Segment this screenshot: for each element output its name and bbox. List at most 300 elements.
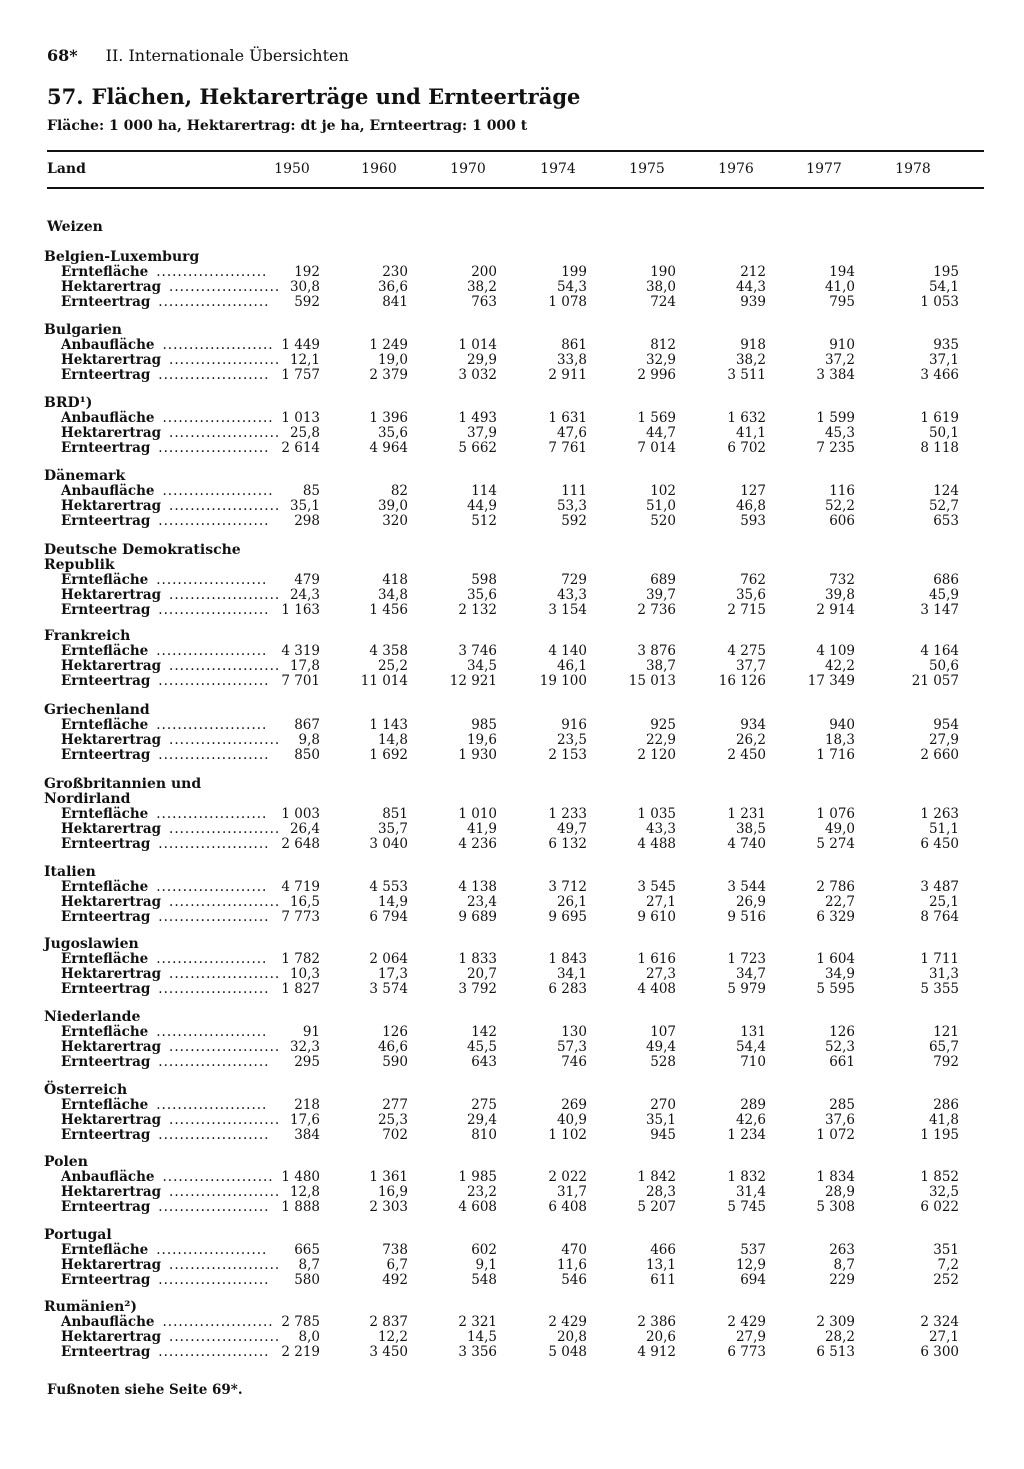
country-name (44, 250, 199, 265)
table-cell: 270 (650, 1097, 676, 1113)
table-cell: 142 (471, 1024, 497, 1040)
leader-dots: ..................... (169, 352, 281, 368)
leader-dots: ..................... (158, 367, 270, 383)
row-label (61, 981, 270, 997)
table-cell: 792 (933, 1054, 959, 1070)
table-row (0, 1170, 1024, 1185)
country-name-line: Bulgarien (44, 322, 122, 338)
table-cell: 2 132 (458, 602, 497, 618)
table-cell: 935 (933, 337, 959, 353)
table-cell: 702 (382, 1127, 408, 1143)
country-name (44, 777, 201, 807)
table-cell: 6 329 (816, 909, 855, 925)
country-name-line: Portugal (44, 1227, 112, 1243)
table-row (0, 1258, 1024, 1273)
row-label (61, 1039, 281, 1055)
table-cell: 3 450 (369, 1344, 408, 1360)
table-cell: 41,0 (824, 279, 855, 295)
leader-dots: ..................... (156, 951, 268, 967)
row-label-text: Ernteertrag (61, 440, 151, 456)
table-cell: 85 (302, 483, 320, 499)
table-cell: 200 (471, 264, 497, 280)
table-cell: 1 013 (281, 410, 320, 426)
leader-dots: ..................... (158, 1199, 270, 1215)
table-cell: 14,9 (377, 894, 408, 910)
table-cell: 3 511 (727, 367, 766, 383)
table-cell: 27,3 (645, 966, 676, 982)
table-cell: 28,9 (824, 1184, 855, 1200)
table-cell: 1 833 (458, 951, 497, 967)
table-cell: 592 (294, 294, 320, 310)
table-cell: 229 (829, 1272, 855, 1288)
table-cell: 7 773 (281, 909, 320, 925)
leader-dots: ..................... (158, 981, 270, 997)
row-label (61, 1127, 270, 1143)
row-label (61, 279, 281, 295)
table-cell: 35,6 (466, 587, 497, 603)
table-cell: 710 (740, 1054, 766, 1070)
table-cell: 36,6 (377, 279, 408, 295)
table-cell: 9 689 (458, 909, 497, 925)
table-cell: 29,4 (466, 1112, 497, 1128)
row-label (61, 410, 274, 426)
table-cell: 6 702 (727, 440, 766, 456)
row-label-text: Hektarertrag (61, 1184, 162, 1200)
table-cell: 537 (740, 1242, 766, 1258)
table-cell: 27,1 (928, 1329, 959, 1345)
country-name-line: Jugoslawien (44, 936, 139, 952)
table-cell: 6,7 (386, 1257, 408, 1273)
table-cell: 2 786 (816, 879, 855, 895)
table-cell: 4 912 (637, 1344, 676, 1360)
table-cell: 418 (382, 572, 408, 588)
table-row (0, 1273, 1024, 1288)
table-cell: 3 746 (458, 643, 497, 659)
row-label-text: Hektarertrag (61, 352, 162, 368)
table-row (0, 880, 1024, 895)
table-row (0, 1345, 1024, 1360)
table-title (47, 84, 580, 109)
table-row (0, 822, 1024, 837)
table-cell: 22,7 (824, 894, 855, 910)
table-cell: 54,3 (556, 279, 587, 295)
table-cell: 4 964 (369, 440, 408, 456)
row-label (61, 894, 281, 910)
table-cell: 19,6 (466, 732, 497, 748)
table-cell: 3 574 (369, 981, 408, 997)
table-cell: 1 832 (727, 1169, 766, 1185)
table-cell: 52,7 (928, 498, 959, 514)
table-cell: 492 (382, 1272, 408, 1288)
table-cell: 24,3 (289, 587, 320, 603)
row-label-text: Hektarertrag (61, 587, 162, 603)
table-cell: 131 (740, 1024, 766, 1040)
table-cell: 5 745 (727, 1199, 766, 1215)
table-cell: 466 (650, 1242, 676, 1258)
row-label (61, 732, 281, 748)
table-cell: 732 (829, 572, 855, 588)
leader-dots: ..................... (158, 1054, 270, 1070)
table-cell: 2 120 (637, 747, 676, 763)
table-cell: 4 138 (458, 879, 497, 895)
country-name-line: Niederlande (44, 1009, 141, 1025)
leader-dots: ..................... (169, 498, 281, 514)
table-cell: 2 996 (637, 367, 676, 383)
table-row (0, 895, 1024, 910)
table-cell: 82 (390, 483, 408, 499)
table-cell: 4 408 (637, 981, 676, 997)
table-cell: 32,3 (289, 1039, 320, 1055)
table-cell: 320 (382, 513, 408, 529)
table-cell: 1 852 (920, 1169, 959, 1185)
table-cell: 33,8 (556, 352, 587, 368)
table-row (0, 265, 1024, 280)
table-cell: 592 (561, 513, 587, 529)
leader-dots: ..................... (169, 658, 281, 674)
country-name-line: Frankreich (44, 628, 131, 644)
row-label (61, 717, 268, 733)
table-cell: 5 274 (816, 836, 855, 852)
table-cell: 2 736 (637, 602, 676, 618)
table-cell: 2 429 (548, 1314, 587, 1330)
table-cell: 1 456 (369, 602, 408, 618)
leader-dots: ..................... (169, 425, 281, 441)
table-cell: 3 032 (458, 367, 497, 383)
table-row (0, 588, 1024, 603)
table-cell: 51,0 (645, 498, 676, 514)
table-cell: 5 355 (920, 981, 959, 997)
table-cell: 7,2 (937, 1257, 959, 1273)
table-cell: 1 599 (816, 410, 855, 426)
table-row (0, 573, 1024, 588)
table-cell: 22,9 (645, 732, 676, 748)
table-cell: 11,6 (556, 1257, 587, 1273)
table-cell: 49,0 (824, 821, 855, 837)
table-cell: 2 219 (281, 1344, 320, 1360)
table-cell: 37,6 (824, 1112, 855, 1128)
table-row (0, 910, 1024, 925)
table-cell: 2 715 (727, 602, 766, 618)
row-label-text: Erntefläche (61, 951, 149, 967)
row-label (61, 1184, 281, 1200)
leader-dots: ..................... (158, 1272, 270, 1288)
leader-dots: ..................... (158, 836, 270, 852)
row-label (61, 747, 270, 763)
table-cell: 46,6 (377, 1039, 408, 1055)
table-cell: 910 (829, 337, 855, 353)
table-cell: 1 035 (637, 806, 676, 822)
table-cell: 4 236 (458, 836, 497, 852)
row-label-text: Ernteertrag (61, 1127, 151, 1143)
column-header-year: 1970 (450, 161, 486, 177)
country-name-line: Griechenland (44, 702, 150, 718)
row-label-text: Erntefläche (61, 643, 149, 659)
table-cell: 686 (933, 572, 959, 588)
table-cell: 1 604 (816, 951, 855, 967)
table-row (0, 411, 1024, 426)
table-cell: 5 048 (548, 1344, 587, 1360)
table-cell: 2 309 (816, 1314, 855, 1330)
table-cell: 91 (302, 1024, 320, 1040)
table-cell: 1 396 (369, 410, 408, 426)
table-cell: 44,3 (735, 279, 766, 295)
row-label (61, 1272, 270, 1288)
table-cell: 42,2 (824, 658, 855, 674)
table-cell: 34,8 (377, 587, 408, 603)
table-cell: 57,3 (556, 1039, 587, 1055)
row-label-text: Hektarertrag (61, 821, 162, 837)
table-cell: 20,7 (466, 966, 497, 982)
table-cell: 384 (294, 1127, 320, 1143)
table-cell: 1 233 (548, 806, 587, 822)
table-cell: 126 (382, 1024, 408, 1040)
table-row (0, 659, 1024, 674)
table-cell: 954 (933, 717, 959, 733)
table-row (0, 368, 1024, 383)
country-name (44, 1155, 88, 1170)
table-cell: 49,7 (556, 821, 587, 837)
table-cell: 34,9 (824, 966, 855, 982)
row-label (61, 1329, 281, 1345)
table-row (0, 1200, 1024, 1215)
table-cell: 841 (382, 294, 408, 310)
table-cell: 20,6 (645, 1329, 676, 1345)
table-cell: 29,9 (466, 352, 497, 368)
table-row (0, 514, 1024, 529)
table-cell: 6 794 (369, 909, 408, 925)
table-cell: 230 (382, 264, 408, 280)
row-label (61, 673, 270, 689)
table-cell: 598 (471, 572, 497, 588)
row-label (61, 1024, 268, 1040)
table-cell: 6 283 (548, 981, 587, 997)
table-row (0, 718, 1024, 733)
row-label-text: Ernteertrag (61, 1344, 151, 1360)
table-row (0, 441, 1024, 456)
table-cell: 65,7 (928, 1039, 959, 1055)
table-cell: 124 (933, 483, 959, 499)
table-cell: 665 (294, 1242, 320, 1258)
row-label-text: Anbaufläche (61, 337, 155, 353)
table-cell: 1 757 (281, 367, 320, 383)
table-cell: 12,2 (377, 1329, 408, 1345)
country-name-line: Republik (44, 557, 115, 573)
table-cell: 939 (740, 294, 766, 310)
table-cell: 7 761 (548, 440, 587, 456)
table-header-rule (47, 187, 984, 189)
table-cell: 3 792 (458, 981, 497, 997)
table-cell: 16,5 (289, 894, 320, 910)
country-name-line: Italien (44, 864, 96, 880)
table-cell: 1 195 (920, 1127, 959, 1143)
row-label (61, 602, 270, 618)
table-cell: 985 (471, 717, 497, 733)
country-name (44, 1010, 140, 1025)
country-name (44, 865, 96, 880)
table-cell: 643 (471, 1054, 497, 1070)
leader-dots: ..................... (169, 1039, 281, 1055)
row-label-text: Anbaufläche (61, 1314, 155, 1330)
row-label-text: Erntefläche (61, 1024, 149, 1040)
table-cell: 111 (561, 483, 587, 499)
leader-dots: ..................... (158, 513, 270, 529)
row-label (61, 294, 270, 310)
leader-dots: ..................... (169, 1329, 281, 1345)
row-label (61, 643, 268, 659)
table-cell: 45,3 (824, 425, 855, 441)
table-cell: 1 619 (920, 410, 959, 426)
row-label-text: Anbaufläche (61, 410, 155, 426)
table-cell: 918 (740, 337, 766, 353)
table-cell: 8,0 (298, 1329, 320, 1345)
row-label-text: Ernteertrag (61, 836, 151, 852)
row-label (61, 951, 268, 967)
row-label-text: Hektarertrag (61, 894, 162, 910)
table-cell: 1 834 (816, 1169, 855, 1185)
table-cell: 26,9 (735, 894, 766, 910)
table-cell: 812 (650, 337, 676, 353)
leader-dots: ..................... (169, 966, 281, 982)
country-name-line: BRD¹) (44, 395, 93, 411)
table-cell: 2 648 (281, 836, 320, 852)
table-cell: 590 (382, 1054, 408, 1070)
country-name-line: Polen (44, 1154, 88, 1170)
table-row (0, 674, 1024, 689)
table-cell: 1 078 (548, 294, 587, 310)
table-cell: 611 (650, 1272, 676, 1288)
table-cell: 11 014 (360, 673, 408, 689)
table-cell: 1 143 (369, 717, 408, 733)
leader-dots: ..................... (156, 1097, 268, 1113)
table-cell: 3 147 (920, 602, 959, 618)
country-name (44, 1083, 127, 1098)
row-label (61, 352, 281, 368)
table-cell: 43,3 (645, 821, 676, 837)
row-label (61, 264, 268, 280)
table-cell: 37,1 (928, 352, 959, 368)
crop-section-title: Weizen (47, 219, 103, 235)
table-cell: 285 (829, 1097, 855, 1113)
table-cell: 38,5 (735, 821, 766, 837)
table-cell: 23,5 (556, 732, 587, 748)
country-name (44, 469, 125, 484)
table-cell: 1 234 (727, 1127, 766, 1143)
table-cell: 16,9 (377, 1184, 408, 1200)
column-header-land: Land (47, 161, 86, 177)
table-row (0, 1113, 1024, 1128)
leader-dots: ..................... (158, 440, 270, 456)
table-cell: 4 719 (281, 879, 320, 895)
leader-dots: ..................... (158, 294, 270, 310)
table-cell: 1 053 (920, 294, 959, 310)
table-cell: 689 (650, 572, 676, 588)
section-heading: II. Internationale Übersichten (105, 46, 349, 65)
table-cell: 934 (740, 717, 766, 733)
table-cell: 2 660 (920, 747, 959, 763)
leader-dots: ..................... (162, 1169, 274, 1185)
table-cell: 6 022 (920, 1199, 959, 1215)
table-cell: 32,5 (928, 1184, 959, 1200)
table-cell: 35,1 (289, 498, 320, 514)
leader-dots: ..................... (169, 821, 281, 837)
country-name-line: Dänemark (44, 468, 126, 484)
table-cell: 653 (933, 513, 959, 529)
table-cell: 1 249 (369, 337, 408, 353)
column-header-year: 1975 (629, 161, 665, 177)
table-row (0, 1315, 1024, 1330)
leader-dots: ..................... (169, 1184, 281, 1200)
row-label-text: Hektarertrag (61, 1039, 162, 1055)
table-cell: 593 (740, 513, 766, 529)
table-top-rule (47, 150, 984, 152)
table-cell: 30,8 (289, 279, 320, 295)
row-label (61, 587, 281, 603)
table-cell: 795 (829, 294, 855, 310)
row-label-text: Hektarertrag (61, 658, 162, 674)
column-header-year: 1978 (895, 161, 931, 177)
row-label (61, 1097, 268, 1113)
column-header-year: 1960 (361, 161, 397, 177)
leader-dots: ..................... (158, 1344, 270, 1360)
table-cell: 1 888 (281, 1199, 320, 1215)
table-cell: 35,6 (735, 587, 766, 603)
table-cell: 1 985 (458, 1169, 497, 1185)
table-cell: 192 (294, 264, 320, 280)
table-row (0, 484, 1024, 499)
table-cell: 13,1 (645, 1257, 676, 1273)
row-label (61, 513, 270, 529)
table-cell: 18,3 (824, 732, 855, 748)
row-label-text: Ernteertrag (61, 602, 151, 618)
table-cell: 39,0 (377, 498, 408, 514)
table-cell: 5 595 (816, 981, 855, 997)
table-cell: 31,7 (556, 1184, 587, 1200)
table-cell: 44,9 (466, 498, 497, 514)
table-row (0, 967, 1024, 982)
table-cell: 762 (740, 572, 766, 588)
row-label-text: Hektarertrag (61, 1257, 162, 1273)
table-cell: 1 632 (727, 410, 766, 426)
table-cell: 4 608 (458, 1199, 497, 1215)
country-name-line: Rumänien²) (44, 1299, 138, 1315)
leader-dots: ..................... (156, 1024, 268, 1040)
table-cell: 39,8 (824, 587, 855, 603)
table-cell: 763 (471, 294, 497, 310)
table-cell: 1 102 (548, 1127, 587, 1143)
table-cell: 1 711 (920, 951, 959, 967)
table-cell: 12 921 (449, 673, 497, 689)
table-cell: 1 076 (816, 806, 855, 822)
table-cell: 5 979 (727, 981, 766, 997)
row-label-text: Ernteertrag (61, 747, 151, 763)
leader-dots: ..................... (156, 572, 268, 588)
table-cell: 5 308 (816, 1199, 855, 1215)
table-cell: 289 (740, 1097, 766, 1113)
table-cell: 2 321 (458, 1314, 497, 1330)
row-label-text: Anbaufläche (61, 1169, 155, 1185)
leader-dots: ..................... (169, 587, 281, 603)
table-cell: 10,3 (289, 966, 320, 982)
table-cell: 6 450 (920, 836, 959, 852)
row-label-text: Erntefläche (61, 717, 149, 733)
footnote: Fußnoten siehe Seite 69*. (47, 1382, 243, 1398)
table-cell: 4 164 (920, 643, 959, 659)
table-cell: 2 429 (727, 1314, 766, 1330)
table-cell: 38,0 (645, 279, 676, 295)
leader-dots: ..................... (156, 1242, 268, 1258)
table-row (0, 426, 1024, 441)
table-cell: 17 349 (807, 673, 855, 689)
